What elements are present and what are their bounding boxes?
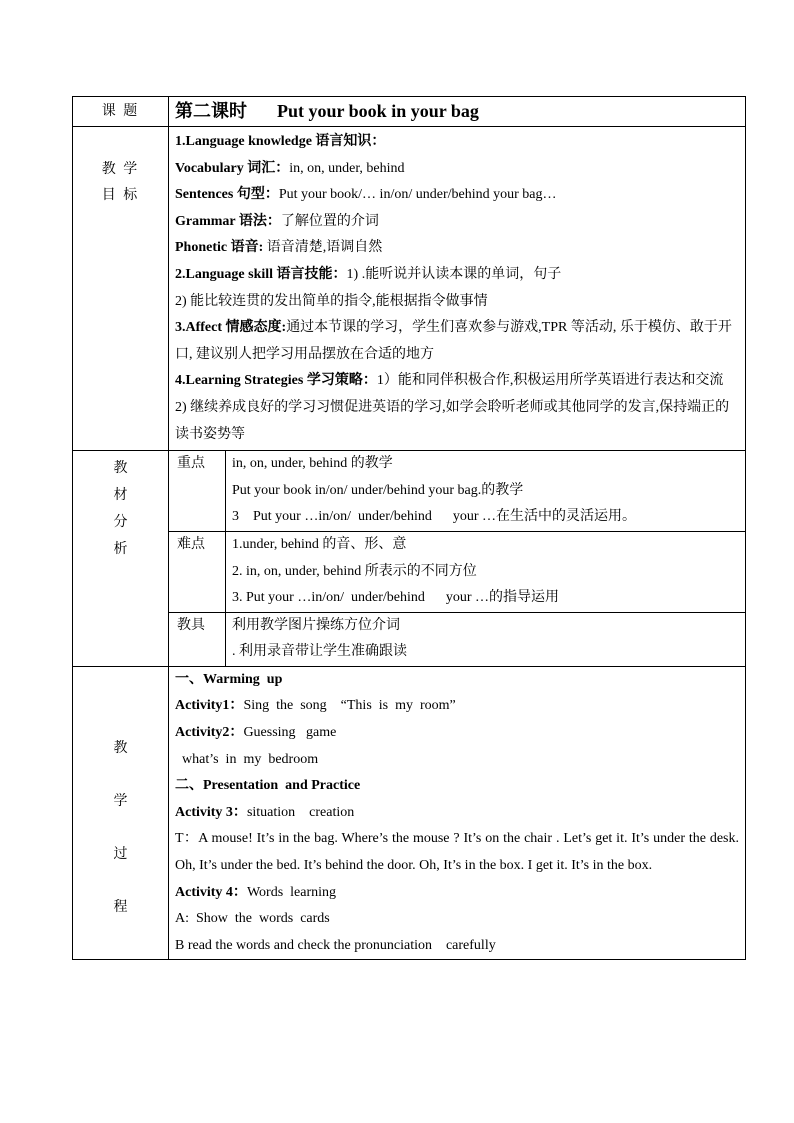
process-line: what’s in my bedroom	[175, 751, 319, 767]
objective-line: 1.Language knowledge 语言知识：	[175, 134, 386, 149]
teaching-aids-label: 教具	[169, 612, 226, 666]
lesson-plan-page	[72, 96, 745, 960]
objectives-content	[169, 127, 746, 451]
difficulties-label: 难点	[169, 531, 226, 612]
objective-line: 4.Learning Strategies 学习策略：1）能和同伴积极合作,积极运用所学英语进行表达和交流	[175, 373, 724, 389]
key-points-content	[226, 451, 746, 532]
difficulty-line: 3. Put your …in/on/ under/behind your …的指导运用	[232, 590, 560, 606]
key-point-line: in, on, under, behind 的教学	[232, 456, 393, 472]
process-line: Activity 3：situation creation	[175, 804, 355, 820]
difficulties-content	[226, 531, 746, 612]
key-points-label: 重点	[169, 451, 226, 532]
objectives-row	[73, 127, 746, 451]
title-row	[73, 97, 746, 127]
process-line: 二、Presentation and Practice	[175, 778, 361, 794]
objectives-label: 教 学 目 标	[73, 127, 169, 451]
lesson-number: 第二课时	[175, 101, 247, 121]
teaching-aids-row	[73, 612, 746, 666]
difficulty-line: 2. in, on, under, behind 所表示的不同方位	[232, 563, 477, 579]
teaching-aids-content	[226, 612, 746, 666]
process-line: A: Show the words cards	[175, 911, 330, 927]
process-label: 教 学 过 程	[73, 666, 169, 960]
process-content	[169, 666, 746, 960]
key-point-line: 3 Put your …in/on/ under/behind your …在生活中的灵活运用。	[232, 509, 637, 525]
topic-label: 课 题	[73, 97, 169, 127]
objective-line: 3.Affect 情感态度:通过本节课的学习，学生们喜欢参与游戏,TPR 等活动, 乐于模仿、敢于开口, 建议别人把学习用品摆放在合适的地方	[175, 320, 732, 362]
difficulties-row	[73, 531, 746, 612]
analysis-label: 教 材 分 析	[73, 451, 169, 667]
process-line: Activity1：Sing the song “This is my room”	[175, 698, 456, 714]
aid-line: 利用教学图片操练方位介词	[232, 617, 400, 633]
process-line: B read the words and check the pronunciation carefully	[175, 937, 496, 953]
objective-line: Phonetic 语音: 语音清楚,语调自然	[175, 240, 383, 256]
process-line: 一、Warming up	[175, 671, 283, 687]
aid-line: . 利用录音带让学生准确跟读	[232, 644, 407, 660]
lesson-topic: Put your book in your bag	[277, 101, 479, 121]
key-point-line: Put your book in/on/ under/behind your bag.的教学	[232, 482, 524, 498]
lesson-plan-table	[72, 96, 746, 960]
objective-line: 2) 继续养成良好的学习习惯促进英语的学习,如学会聆听老师或其他同学的发言,保持端正的读书姿势等	[175, 399, 730, 442]
process-line: Activity 4：Words learning	[175, 884, 337, 900]
process-line: T：A mouse! It’s in the bag. Where’s the mouse ? It’s on the chair . Let’s get it. It’s under the desk. Oh, It’s under the bed. It’s behind the door. Oh, It’s in the box. I get it. It’s in the box.	[175, 831, 739, 874]
process-row	[73, 666, 746, 960]
objective-line: 2) 能比较连贯的发出简单的指令,能根据指令做事情	[175, 293, 488, 309]
objective-line: Sentences 句型：Put your book/… in/on/ under/behind your bag…	[175, 187, 557, 203]
objective-line: 2.Language skill 语言技能：1) .能听说并认读本课的单词，句子	[175, 266, 562, 282]
lesson-title	[169, 97, 746, 127]
process-line: Activity2：Guessing game	[175, 725, 337, 741]
difficulty-line: 1.under, behind 的音、形、意	[232, 536, 407, 552]
objective-line: Vocabulary 词汇：in, on, under, behind	[175, 160, 405, 176]
objective-line: Grammar 语法：了解位置的介词	[175, 213, 379, 229]
key-points-row	[73, 451, 746, 532]
